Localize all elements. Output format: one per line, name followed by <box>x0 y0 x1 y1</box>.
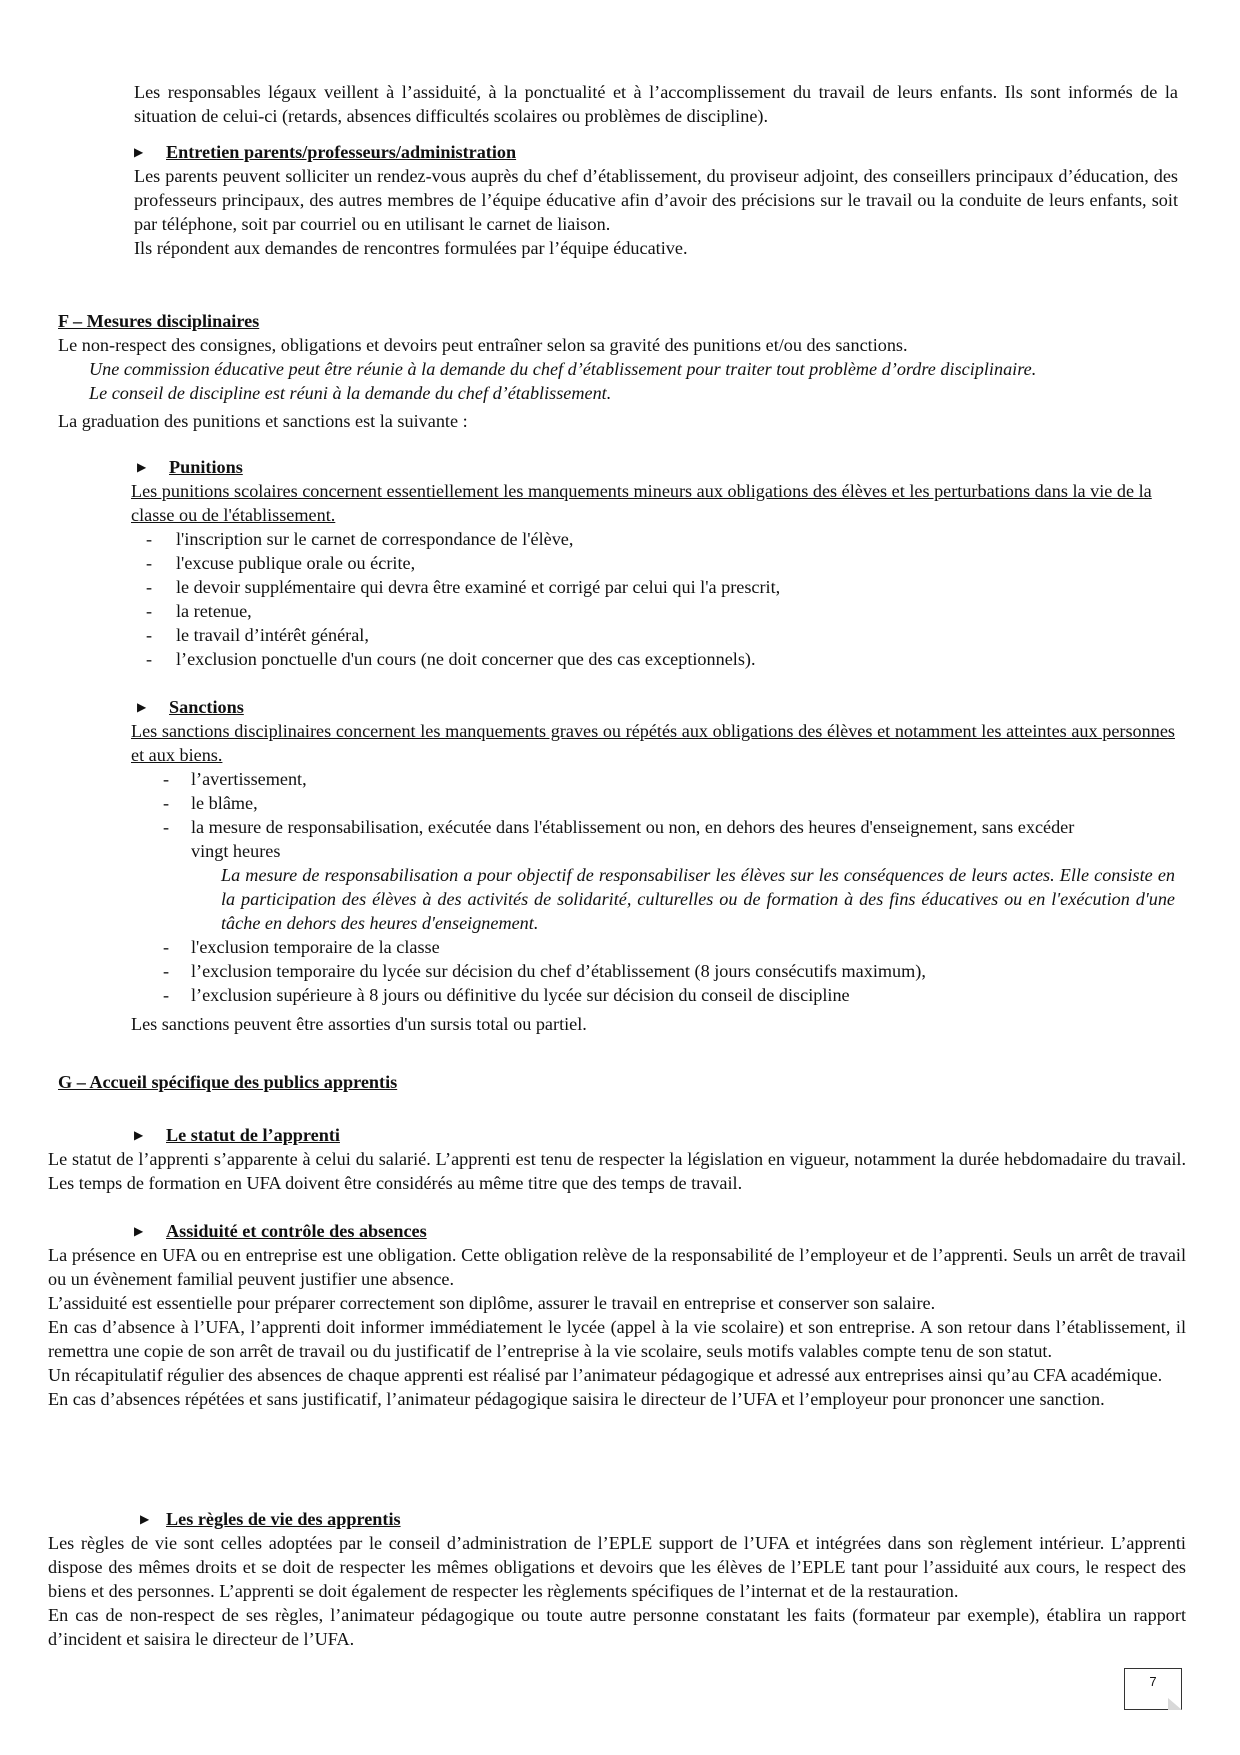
page-number: 7 <box>1149 1674 1157 1689</box>
responsabilisation-note: La mesure de responsabilisation a pour objectif de responsabiliser les élèves sur les conséquences de leurs actes. Elle consiste en la participation des élèves à des activités de solidarité, culturelles ou de formation à des fins éducatives ou en l'exécution d'une tâche en dehors des heures d'enseignement. <box>221 865 1175 933</box>
sanctions-list-2 <box>163 935 1175 1007</box>
assiduite-paragraph: En cas d’absence à l’UFA, l’apprenti doit informer immédiatement le lycée (appel à la vie scolaire) et son entreprise. A son retour dans l’établissement, il remettra une copie de son arrêt de travail ou du justificatif de l’entreprise à la vie scolaire, seuls motifs valables compte tenu de son statut. <box>48 1317 1186 1361</box>
list-item: - la retenue, <box>146 601 252 621</box>
list-item: - l’exclusion supérieure à 8 jours ou définitive du lycée sur décision du conseil de discipline <box>163 985 850 1005</box>
intro-section <box>134 80 1178 260</box>
punitions-block <box>131 455 1171 671</box>
assiduite-paragraph: Un récapitulatif régulier des absences de chaque apprenti est réalisé par l’animateur pédagogique et adressé aux entreprises ainsi qu’au CFA académique. <box>48 1365 1163 1385</box>
assiduite-paragraph: La présence en UFA ou en entreprise est une obligation. Cette obligation relève de la responsabilité de l’employeur et de l’apprenti. Seuls un arrêt de travail ou un évènement familial peuvent justifier une absence. <box>48 1245 1186 1289</box>
triangle-right-icon: ▶ <box>134 145 144 159</box>
section-g-title-block <box>58 1070 1178 1094</box>
graduation-line: La graduation des punitions et sanctions est la suivante : <box>58 411 468 431</box>
triangle-right-icon: ▶ <box>134 1128 144 1142</box>
section-g-title: G – Accueil spécifique des publics apprentis <box>58 1072 398 1092</box>
triangle-right-icon: ▶ <box>134 1224 144 1238</box>
list-item: - l'excuse publique orale ou écrite, <box>146 553 416 573</box>
section-f-line: Le non-respect des consignes, obligations et devoirs peut entraîner selon sa gravité des punitions et/ou des sanctions. <box>58 335 908 355</box>
page-fold-icon <box>1168 1698 1182 1710</box>
sanctions-block <box>131 695 1175 1036</box>
list-item: - l'exclusion temporaire de la classe <box>163 937 440 957</box>
sanctions-heading-row <box>131 695 1175 719</box>
statut-heading-row <box>48 1123 1186 1147</box>
regles-paragraph: Les règles de vie sont celles adoptées par le conseil d’administration de l’EPLE support de l’UFA et intégrées dans son règlement intérieur. L’apprenti dispose des mêmes droits et se doit de respecter les mêmes obligations et devoirs que les élèves de l’EPLE tant pour l’assiduité aux cours, le respect des biens et des personnes. L’apprenti se doit également de respecter les règlements spécifiques de l’internat et de la restauration. <box>48 1533 1186 1601</box>
section-f-title: F – Mesures disciplinaires <box>58 311 260 331</box>
sursis-line: Les sanctions peuvent être assorties d'un sursis total ou partiel. <box>131 1014 587 1034</box>
assiduite-paragraph: L’assiduité est essentielle pour préparer correctement son diplôme, assurer le travail en entreprise et conserver son salaire. <box>48 1293 936 1313</box>
intro-paragraph: Les responsables légaux veillent à l’assiduité, à la ponctualité et à l’accomplissement du travail de leurs enfants. Ils sont informés de la situation de celui-ci (retards, absences difficultés scolaires ou problèmes de discipline). <box>134 82 1178 126</box>
commission-note: Une commission éducative peut être réunie à la demande du chef d’établissement pour traiter tout problème d’ordre disciplinaire. <box>89 359 1037 379</box>
assiduite-heading-row <box>48 1219 1186 1243</box>
statut-heading: Le statut de l’apprenti <box>166 1125 340 1145</box>
triangle-right-icon: ▶ <box>137 460 147 474</box>
punitions-heading-row <box>131 455 1171 479</box>
list-item: - l’exclusion ponctuelle d'un cours (ne doit concerner que des cas exceptionnels). <box>146 649 756 669</box>
list-item: - l'inscription sur le carnet de correspondance de l'élève, <box>146 529 574 549</box>
page-number-box <box>1124 1668 1182 1710</box>
assiduite-heading: Assiduité et contrôle des absences <box>166 1221 427 1241</box>
punitions-heading: Punitions <box>169 457 243 477</box>
meeting-paragraph: Les parents peuvent solliciter un rendez-vous auprès du chef d’établissement, du proviseur adjoint, des conseillers principaux d’éducation, des professeurs principaux, des autres membres de l’équipe éducative afin d’avoir des précisions sur le travail ou la conduite de leurs enfants, soit par téléphone, soit par courriel ou en utilisant le carnet de liaison. <box>134 166 1178 234</box>
triangle-right-icon: ▶ <box>140 1512 150 1526</box>
punitions-list <box>146 527 1171 671</box>
list-item: - l’avertissement, <box>163 769 307 789</box>
regles-heading-row <box>48 1507 1186 1531</box>
meeting-heading-row <box>134 140 1178 164</box>
triangle-right-icon: ▶ <box>137 700 147 714</box>
list-item: - le devoir supplémentaire qui devra être examiné et corrigé par celui qui l'a prescrit, <box>146 577 781 597</box>
assiduite-paragraph: En cas d’absences répétées et sans justificatif, l’animateur pédagogique saisira le directeur de l’UFA et l’employeur pour prononcer une sanction. <box>48 1389 1105 1409</box>
sanctions-intro: Les sanctions disciplinaires concernent les manquements graves ou répétés aux obligations des élèves et notamment les atteintes aux personnes et aux biens. <box>131 721 1175 765</box>
list-item: - le travail d’intérêt général, <box>146 625 369 645</box>
regles-heading: Les règles de vie des apprentis <box>166 1509 401 1529</box>
sanctions-list <box>163 767 1175 863</box>
sanctions-heading: Sanctions <box>169 697 244 717</box>
statut-paragraph: Le statut de l’apprenti s’apparente à celui du salarié. L’apprenti est tenu de respecter la législation en vigueur, notamment la durée hebdomadaire du travail. Les temps de formation en UFA doivent être considérés au même titre que des temps de travail. <box>48 1149 1186 1193</box>
list-item: - la mesure de responsabilisation, exécutée dans l'établissement ou non, en dehors des heures d'enseignement, sans excéder vingt heures <box>163 817 1075 861</box>
list-item: - l’exclusion temporaire du lycée sur décision du chef d’établissement (8 jours consécutifs maximum), <box>163 961 926 981</box>
meeting-heading: Entretien parents/professeurs/administration <box>166 142 517 162</box>
regles-paragraph: En cas de non-respect de ses règles, l’animateur pédagogique ou toute autre personne constatant les faits (formateur par exemple), établira un rapport d’incident et saisira le directeur de l’UFA. <box>48 1605 1186 1649</box>
punitions-intro: Les punitions scolaires concernent essentiellement les manquements mineurs aux obligations des élèves et les perturbations dans la vie de la classe ou de l'établissement. <box>131 481 1152 525</box>
regles-block <box>48 1507 1186 1651</box>
conseil-note: Le conseil de discipline est réuni à la demande du chef d’établissement. <box>89 383 612 403</box>
meeting-paragraph-2: Ils répondent aux demandes de rencontres formulées par l’équipe éducative. <box>134 238 688 258</box>
statut-block <box>48 1123 1186 1195</box>
list-item: - le blâme, <box>163 793 258 813</box>
section-f <box>58 309 1178 433</box>
assiduite-block <box>48 1219 1186 1411</box>
